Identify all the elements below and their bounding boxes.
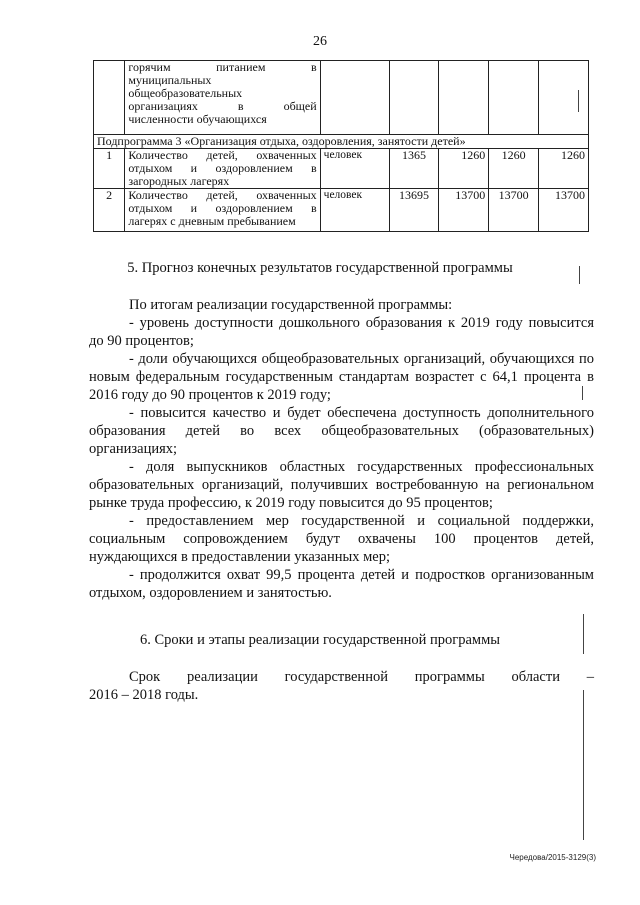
indicator-name: Количество детей, охваченных отдыхом и оздоровлением в загородных лагерях [125,149,320,189]
value-2019: 1260 [539,149,589,189]
value-2018: 1260 [489,149,539,189]
scan-artifact [582,386,583,400]
table-row [94,61,589,135]
subprogram-title: Подпрограмма 3 «Организация отдыха, оздоровления, занятости детей» [94,135,589,149]
scan-artifact [583,614,584,654]
indicator-name: Количество детей, охваченных отдыхом и оздоровлением в лагерях с дневным пребыванием [125,189,320,232]
scan-artifact [583,690,584,840]
value-2017: 13700 [439,189,489,232]
list-item: - повысится качество и будет обеспечена доступность дополнительного образования детей во всех общеобразовательных (образовательных) организациях; [89,405,594,457]
list-item: - уровень доступности дошкольного образования к 2019 году повысится до 90 процентов; [89,315,594,349]
section-5-heading: 5. Прогноз конечных результатов государственной программы [127,260,513,276]
value-2018: 13700 [489,189,539,232]
scan-artifact [579,266,580,284]
row-number: 2 [94,189,125,232]
value-2017: 1260 [439,149,489,189]
row-number: 1 [94,149,125,189]
unit: человек [320,149,389,189]
section-5-intro: По итогам реализации государственной программы: [129,297,453,313]
value-2019: 13700 [539,189,589,232]
value-2016: 1365 [389,149,439,189]
value-2016: 13695 [389,189,439,232]
indicator-name: горячим питанием в муниципальных общеобразовательных организациях в общей численности обучающихся [125,61,320,135]
page-number: 26 [313,34,327,49]
list-item: - доля выпускников областных государственных профессиональных образовательных организаций, получивших востребованную на региональном рынке труда профессию, к 2019 году повысится до 95 процентов; [89,459,594,511]
table-row [94,149,589,189]
section-6-heading: 6. Сроки и этапы реализации государственной программы [139,632,501,648]
table-row [94,189,589,232]
table-row [94,135,589,149]
document-code: Чередова/2015-3129(3) [509,853,596,862]
list-item: - продолжится охват 99,5 процента детей и подростков организованным отдыхом, оздоровлением и занятостью. [89,567,594,601]
unit: человек [320,189,389,232]
list-item: - предоставлением мер государственной и социальной поддержки, социальным сопровождением будут охвачены 100 процентов детей, нуждающихся в предоставлении указанных мер; [89,513,594,565]
list-item: - доли обучающихся общеобразовательных организаций, обучающихся по новым федеральным государственным стандартам возрастет с 64,1 процента в 2016 году до 90 процентов к 2019 году; [89,351,594,403]
section-6-term: Срок реализации государственной программы области – 2016 – 2018 годы. [89,669,594,703]
indicators-table [93,60,589,232]
section-5-list [89,314,594,602]
scan-artifact [578,90,579,112]
